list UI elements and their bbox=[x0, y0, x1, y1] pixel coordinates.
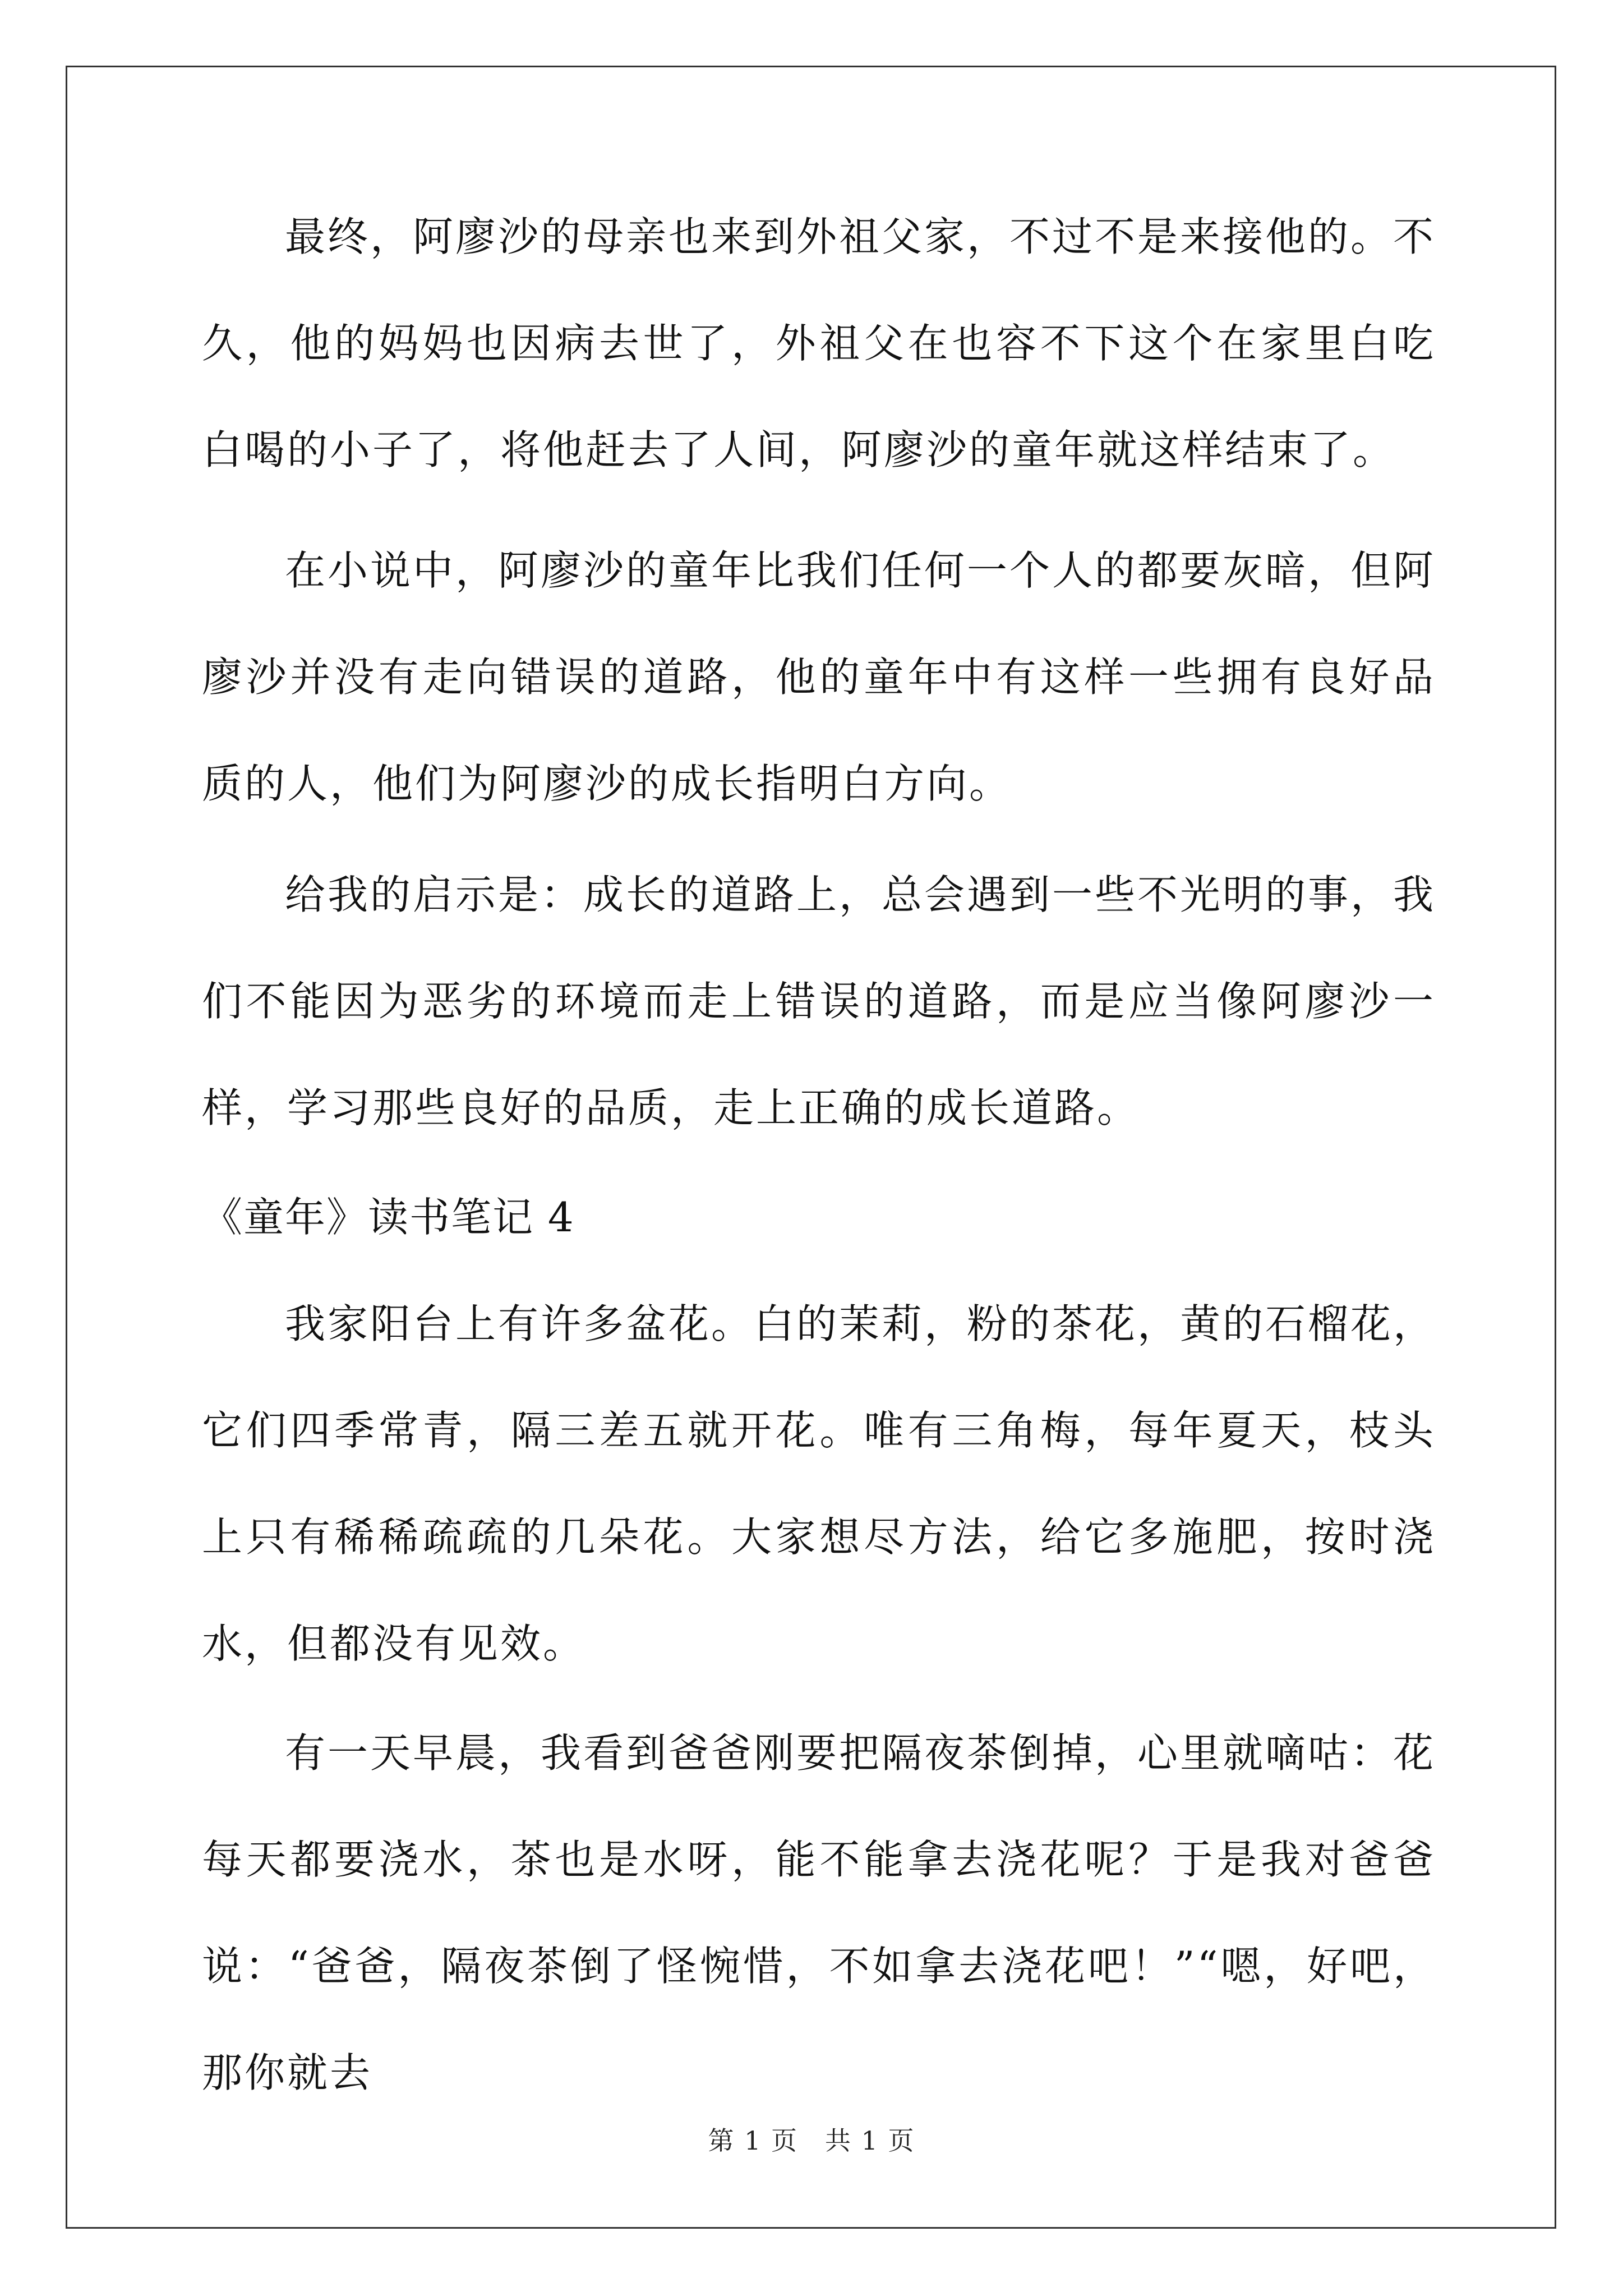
paragraph: 给我的启示是：成长的道路上，总会遇到一些不光明的事，我们不能因为恶劣的环境而走上错误的道路，而是应当像阿廖沙一样，学习那些良好的品质，走上正确的成长道路。 bbox=[202, 871, 1436, 1131]
paragraph: 在小说中，阿廖沙的童年比我们任何一个人的都要灰暗，但阿廖沙并没有走向错误的道路，他的童年中有这样一些拥有良好品质的人，他们为阿廖沙的成长指明白方向。 bbox=[202, 547, 1436, 807]
paragraph: 有一天早晨，我看到爸爸刚要把隔夜茶倒掉，心里就嘀咕：花每天都要浇水，茶也是水呀，能不能拿去浇花呢？于是我对爸爸说：“爸爸，隔夜茶倒了怪惋惜，不如拿去浇花吧！”“嗯，好吧，那你就去 bbox=[202, 1729, 1436, 2096]
paragraph: 最终，阿廖沙的母亲也来到外祖父家，不过不是来接他的。不久，他的妈妈也因病去世了，外祖父在也容不下这个在家里白吃白喝的小子了，将他赶去了人间，阿廖沙的童年就这样结束了。 bbox=[202, 213, 1436, 473]
paragraph: 我家阳台上有许多盆花。白的茉莉，粉的茶花，黄的石榴花，它们四季常青，隔三差五就开花。唯有三角梅，每年夏天，枝头上只有稀稀疏疏的几朵花。大家想尽方法，给它多施肥，按时浇水，但都没有见效。 bbox=[202, 1300, 1436, 1667]
section-heading: 《童年》读书笔记 4 bbox=[202, 1194, 575, 1241]
page-number-footer: 第 1 页 共 1 页 bbox=[708, 2125, 915, 2156]
